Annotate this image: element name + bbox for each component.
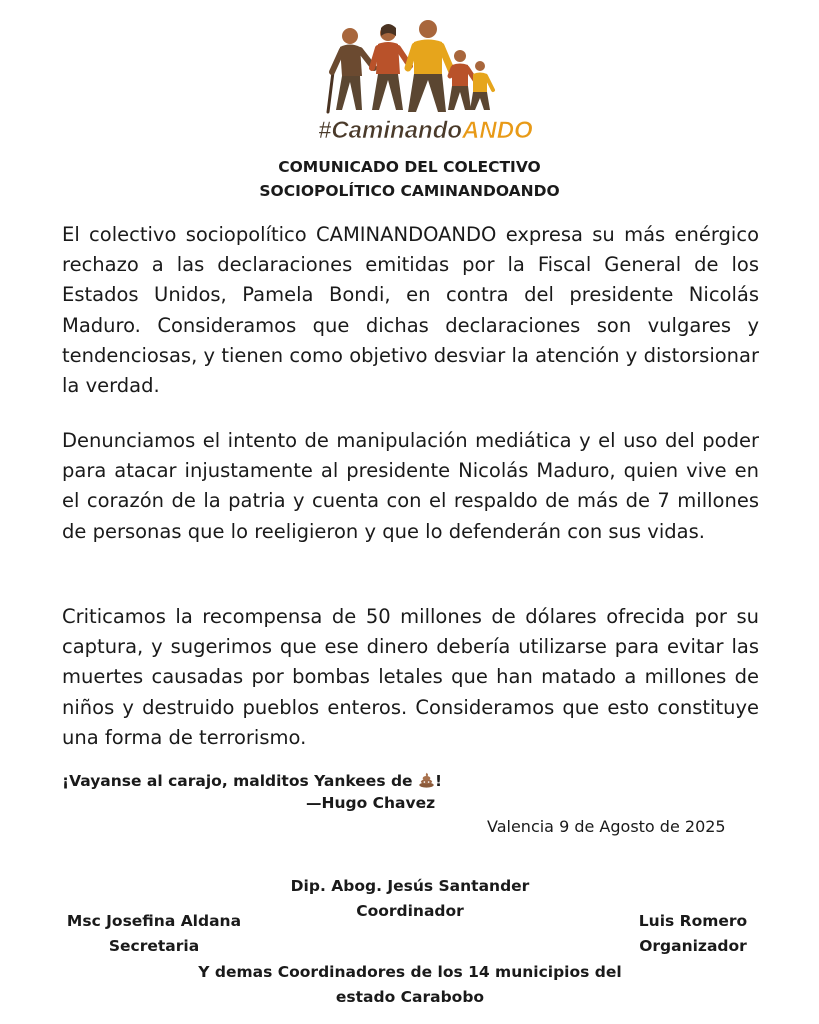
footer-line-1: Y demas Coordinadores de los 14 municipios del xyxy=(198,963,622,981)
organizer-name: Luis Romero xyxy=(638,912,748,930)
family-walking-illustration xyxy=(300,14,533,144)
caminandoando-logo xyxy=(300,14,533,144)
quote-author: —Hugo Chavez xyxy=(306,794,436,812)
organizer-role: Organizador xyxy=(639,937,747,955)
secretary-signature xyxy=(44,909,264,959)
paragraph-2: Denunciamos el intento de manipulación mediática y el uso del poder para atacar injustamente al presidente Nicolás Maduro, quien vive en el corazón de la patria y cuenta con el respaldo de más de 7 millones de personas que lo reeligieron y que lo defenderán con sus vidas. xyxy=(62,429,759,543)
quote-text: ¡Vayanse al carajo, malditos Yankees de xyxy=(62,772,418,790)
chavez-quote xyxy=(62,770,442,794)
secretary-role: Secretaria xyxy=(108,937,200,955)
coordinators-footer xyxy=(140,960,680,1010)
logo-hashtag-text: #CaminandoANDO xyxy=(318,117,533,144)
coordinator-name: Dip. Abog. Jesús Santander xyxy=(290,877,530,895)
footer-line-2: estado Carabobo xyxy=(335,988,485,1006)
quote-end: ! xyxy=(434,772,443,790)
coordinator-signature xyxy=(260,874,560,924)
communique-title-line-1: COMUNICADO DEL COLECTIVO xyxy=(278,158,541,176)
communique-title-line-2: SOCIOPOLÍTICO CAMINANDOANDO xyxy=(259,182,560,200)
secretary-name: Msc Josefina Aldana xyxy=(66,912,242,930)
date-location: Valencia 9 de Agosto de 2025 xyxy=(487,817,726,836)
paragraph-3: Criticamos la recompensa de 50 millones de dólares ofrecida por su captura, y sugerimos que ese dinero debería utilizarse para evitar las muertes causadas por bombas letales que han matado a millones de niños y destruido pueblos enteros. Consideramos que esto constituye una forma de terrorismo. xyxy=(62,605,759,749)
coordinator-role: Coordinador xyxy=(356,902,464,920)
poop-emoji-icon xyxy=(418,771,435,794)
organizer-signature xyxy=(618,909,768,959)
paragraph-1: El colectivo sociopolítico CAMINANDOANDO expresa su más enérgico rechazo a las declaraciones emitidas por la Fiscal General de los Estados Unidos, Pamela Bondi, en contra del presidente Nicolás Maduro. Consideramos que dichas declaraciones son vulgares y tendenciosas, y tienen como objetivo desviar la atención y distorsionar la verdad. xyxy=(62,223,759,398)
